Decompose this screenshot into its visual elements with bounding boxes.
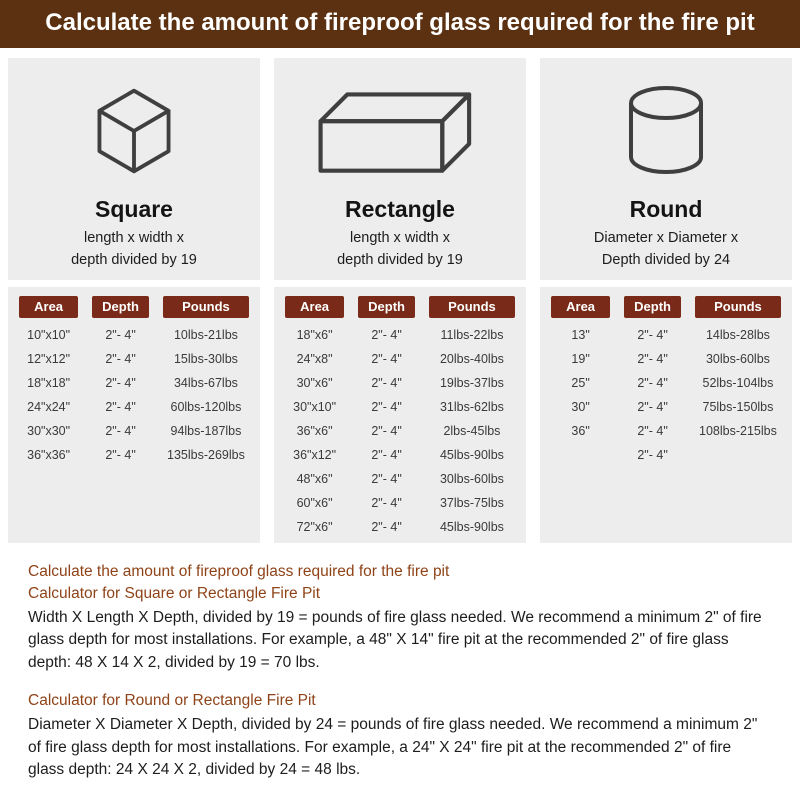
table-cell: 31lbs-62lbs <box>439 400 504 414</box>
pounds-header: Pounds <box>695 296 781 318</box>
table-row <box>12 323 256 347</box>
table-cell: 19lbs-37lbs <box>439 376 504 390</box>
area-header: Area <box>285 296 344 318</box>
formula-line: length x width x <box>350 230 450 246</box>
table-cell: 2"- 4" <box>371 472 402 486</box>
cube-icon <box>8 74 260 188</box>
table-cell: 30"x6" <box>296 376 333 390</box>
table-cell: 12"x12" <box>27 352 71 366</box>
table-row <box>278 371 522 395</box>
pounds-header: Pounds <box>429 296 515 318</box>
table-cell: 2"- 4" <box>371 328 402 342</box>
table-cell: 2"- 4" <box>371 496 402 510</box>
table-cell: 108lbs-215lbs <box>699 424 777 438</box>
shape-formula <box>540 228 792 272</box>
table-cell: 2"- 4" <box>371 400 402 414</box>
table-row <box>12 347 256 371</box>
table-row <box>12 395 256 419</box>
table-cell: 135lbs-269lbs <box>167 448 245 462</box>
shape-title: Rectangle <box>345 196 455 222</box>
table-cell: 2"- 4" <box>105 424 136 438</box>
table-row <box>12 371 256 395</box>
table-cell: 2"- 4" <box>371 424 402 438</box>
table-row <box>12 443 256 467</box>
table-cell: 19" <box>571 352 590 366</box>
table-body <box>544 323 788 467</box>
shape-formula <box>8 228 260 272</box>
table-cell: 72"x6" <box>296 520 333 534</box>
table-cell: 2"- 4" <box>637 448 668 462</box>
table-cell: 36"x6" <box>296 424 333 438</box>
table-cell: 18"x18" <box>27 376 71 390</box>
pounds-header: Pounds <box>163 296 249 318</box>
square-calculator-heading: Calculator for Square or Rectangle Fire Pit <box>28 585 321 602</box>
table-row <box>278 395 522 419</box>
square-section <box>8 58 260 543</box>
table-cell <box>688 450 788 460</box>
table-row <box>278 491 522 515</box>
table-row <box>544 323 788 347</box>
table-cell: 2"- 4" <box>371 352 402 366</box>
depth-header: Depth <box>358 296 415 318</box>
table-cell: 36"x12" <box>293 448 337 462</box>
table-header <box>278 296 522 318</box>
table-row <box>544 371 788 395</box>
depth-header: Depth <box>624 296 681 318</box>
page-title: Calculate the amount of fireproof glass required for the fire pit <box>0 0 800 48</box>
formula-line: Depth divided by 24 <box>601 251 731 268</box>
table-cell: 48"x6" <box>296 472 333 486</box>
table-cell: 2"- 4" <box>371 376 402 390</box>
area-header: Area <box>551 296 610 318</box>
table-body <box>12 323 256 467</box>
footer-intro: Calculate the amount of fireproof glass required for the fire pit <box>28 563 450 580</box>
table-cell: 10lbs-21lbs <box>173 328 238 342</box>
calculator-columns <box>0 48 800 543</box>
footer <box>0 543 800 782</box>
round-table <box>540 287 792 543</box>
table-cell: 14lbs-28lbs <box>705 328 770 342</box>
round-section <box>540 58 792 543</box>
table-cell: 45lbs-90lbs <box>439 448 504 462</box>
table-cell: 34lbs-67lbs <box>173 376 238 390</box>
table-cell: 30lbs-60lbs <box>705 352 770 366</box>
table-cell: 30" <box>571 400 590 414</box>
table-cell: 2"- 4" <box>371 520 402 534</box>
round-shape-panel <box>540 58 792 280</box>
rectangle-table <box>274 287 526 543</box>
table-cell: 11lbs-22lbs <box>440 328 504 342</box>
table-cell: 36"x36" <box>27 448 71 462</box>
formula-line: Diameter x Diameter x <box>593 230 739 246</box>
table-cell: 15lbs-30lbs <box>173 352 238 366</box>
table-cell: 60lbs-120lbs <box>170 400 242 414</box>
table-cell: 25" <box>571 376 590 390</box>
area-header: Area <box>19 296 78 318</box>
table-cell: 30lbs-60lbs <box>439 472 504 486</box>
table-cell: 75lbs-150lbs <box>702 400 774 414</box>
table-cell: 94lbs-187lbs <box>170 424 242 438</box>
table-cell: 24"x8" <box>296 352 333 366</box>
square-table <box>8 287 260 543</box>
cylinder-icon <box>540 74 792 188</box>
formula-line: depth divided by 19 <box>71 251 197 268</box>
table-cell: 52lbs-104lbs <box>702 376 774 390</box>
formula-line: length x width x <box>84 230 184 246</box>
table-cell: 2"- 4" <box>637 424 668 438</box>
table-cell: 36" <box>571 424 590 438</box>
table-cell: 2"- 4" <box>105 352 136 366</box>
round-calculator-text: Diameter X Diameter X Depth, divided by 24 = pounds of fire glass needed. We recommend a minimum 2" of fire glass depth for most installations. For example, a 24" X 24" fire pit at the recommended 2" of fire glass depth: 24 X 24 X 2, divided by 24 = 48 lbs. <box>28 716 758 779</box>
table-cell: 2"- 4" <box>637 400 668 414</box>
table-row <box>544 419 788 443</box>
table-body <box>278 323 522 539</box>
shape-title: Square <box>95 196 173 222</box>
table-cell: 13" <box>571 328 590 342</box>
table-cell <box>544 450 617 460</box>
square-shape-panel <box>8 58 260 280</box>
box-icon <box>274 74 526 188</box>
table-row <box>278 323 522 347</box>
table-cell: 30"x10" <box>293 400 337 414</box>
table-row <box>278 419 522 443</box>
table-row <box>544 443 788 467</box>
formula-line: depth divided by 19 <box>337 251 463 268</box>
table-cell: 2"- 4" <box>637 352 668 366</box>
table-row <box>278 443 522 467</box>
table-cell: 24"x24" <box>27 400 71 414</box>
table-row <box>544 395 788 419</box>
table-cell: 2lbs-45lbs <box>443 424 501 438</box>
table-header <box>12 296 256 318</box>
table-cell: 2"- 4" <box>371 448 402 462</box>
rectangle-shape-panel <box>274 58 526 280</box>
table-cell: 2"- 4" <box>637 376 668 390</box>
table-cell: 37lbs-75lbs <box>439 496 504 510</box>
table-cell: 10"x10" <box>27 328 71 342</box>
table-row <box>278 467 522 491</box>
table-cell: 2"- 4" <box>105 400 136 414</box>
square-calculator-text: Width X Length X Depth, divided by 19 = pounds of fire glass needed. We recommend a minimum 2" of fire glass depth for most installations. For example, a 48" X 14" fire pit at the recommended 2" of fire glass depth: 48 X 14 X 2, divided by 19 = 70 lbs. <box>28 609 762 671</box>
round-calculator-heading: Calculator for Round or Rectangle Fire Pit <box>28 692 316 710</box>
table-cell: 60"x6" <box>296 496 333 510</box>
rectangle-section <box>274 58 526 543</box>
table-cell: 45lbs-90lbs <box>439 520 504 534</box>
table-row <box>544 347 788 371</box>
shape-formula <box>274 228 526 272</box>
table-row <box>12 419 256 443</box>
table-cell: 2"- 4" <box>105 448 136 462</box>
table-row <box>278 515 522 539</box>
shape-title: Round <box>629 196 703 222</box>
table-cell: 2"- 4" <box>637 328 668 342</box>
table-cell: 2"- 4" <box>105 328 136 342</box>
table-header <box>544 296 788 318</box>
depth-header: Depth <box>92 296 149 318</box>
table-cell: 30"x30" <box>27 424 71 438</box>
table-cell: 2"- 4" <box>105 376 136 390</box>
table-cell: 20lbs-40lbs <box>439 352 504 366</box>
table-row <box>278 347 522 371</box>
table-cell: 18"x6" <box>296 328 333 342</box>
